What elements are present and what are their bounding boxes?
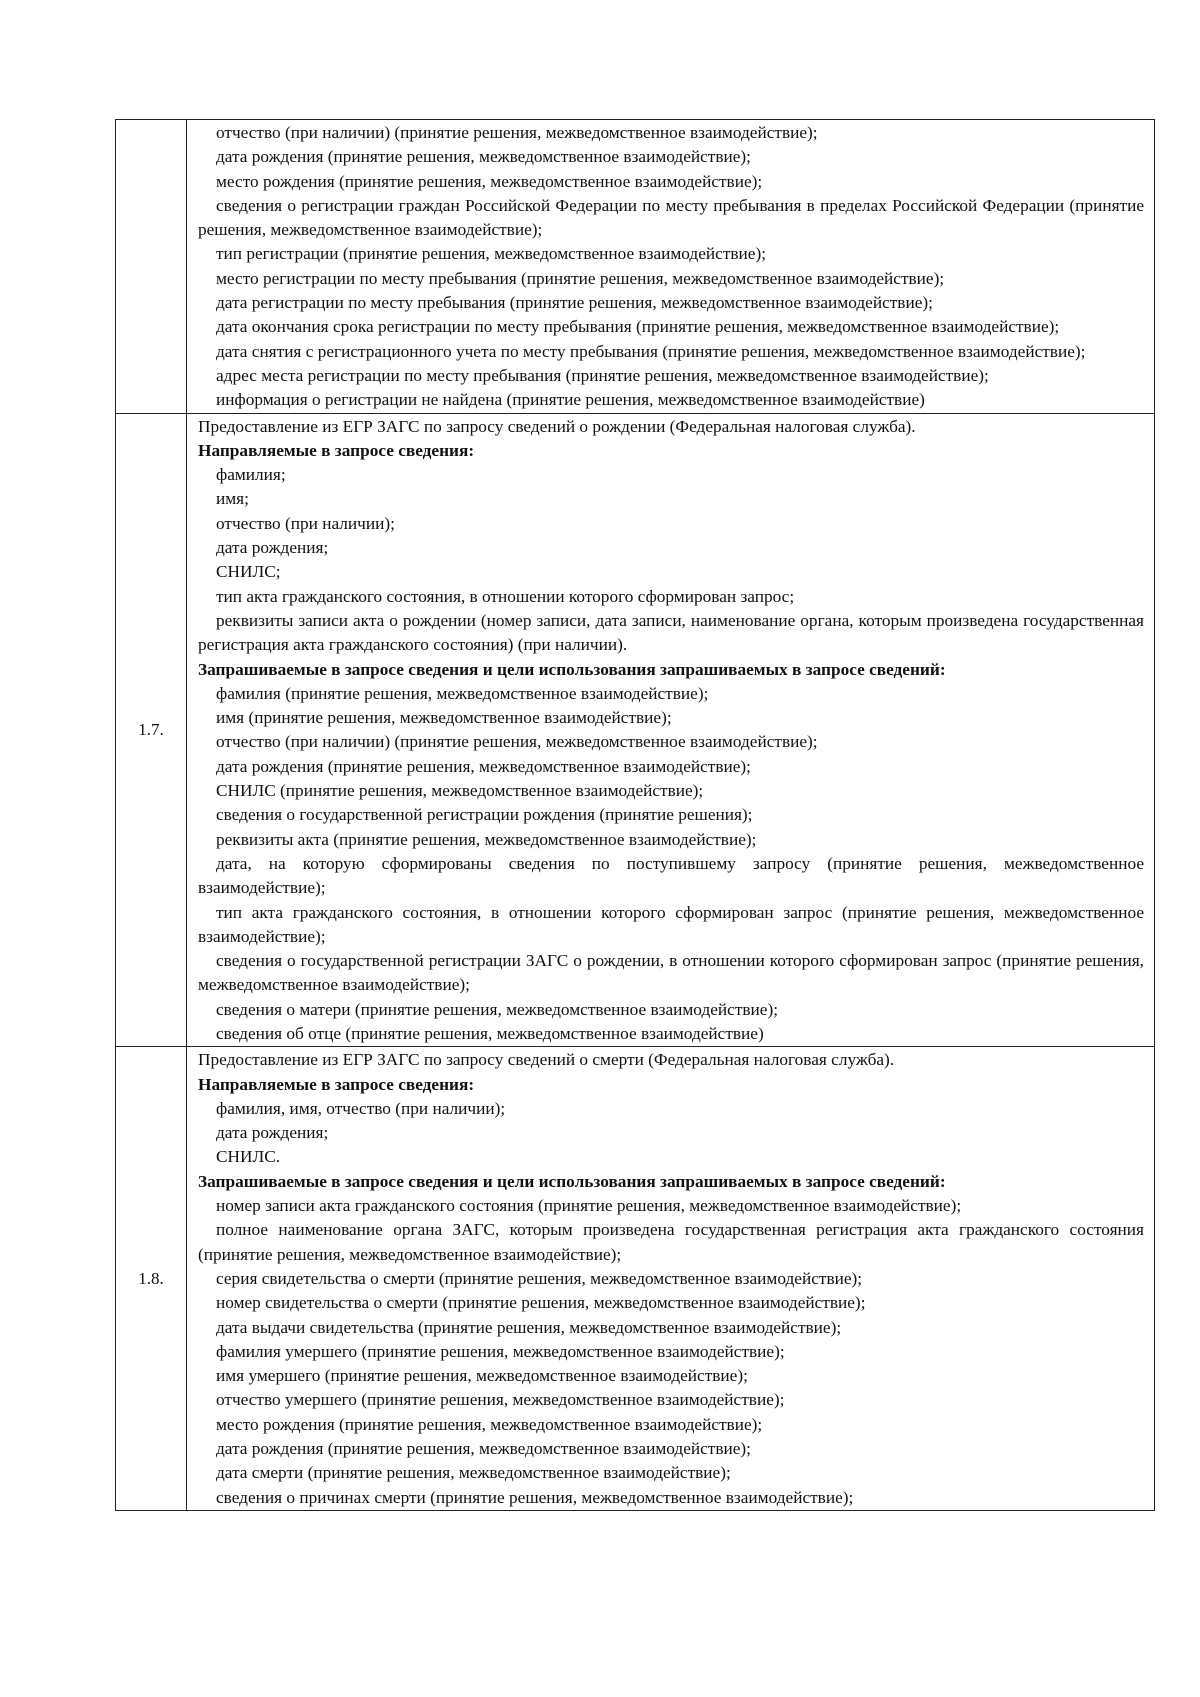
text-line: фамилия, имя, отчество (при наличии); [216,1098,506,1118]
text-line: дата рождения (принятие решения, межведомственное взаимодействие); [216,756,751,776]
row-number-cell [116,1047,187,1511]
section-heading: Запрашиваемые в запросе сведения и цели использования запрашиваемых в запросе сведений: [198,659,946,679]
text-line: реквизиты акта (принятие решения, межведомственное взаимодействие); [216,829,757,849]
text-line: реквизиты записи акта о рождении (номер записи, дата записи, наименование органа, которым произведена государственная регистрация акта гражданского состояния) (при наличии). [198,610,1144,655]
row-content-cell [187,1047,1155,1511]
text-line: дата регистрации по месту пребывания (принятие решения, межведомственное взаимодействие); [216,293,933,313]
text-line: номер свидетельства о смерти (принятие решения, межведомственное взаимодействие); [216,1293,866,1313]
document-table-body [116,120,1155,1511]
text-line: место рождения (принятие решения, межведомственное взаимодействие); [216,171,763,191]
text-line: место рождения (принятие решения, межведомственное взаимодействие); [216,1414,763,1434]
row-content-cell [187,413,1155,1047]
row-content-cell [187,120,1155,414]
text-line: место регистрации по месту пребывания (принятие решения, межведомственное взаимодействие); [216,268,945,288]
section-heading: Направляемые в запросе сведения: [198,440,475,460]
text-line: дата окончания срока регистрации по месту пребывания (принятие решения, межведомственное взаимодействие); [216,317,1060,337]
text-line: СНИЛС (принятие решения, межведомственное взаимодействие); [216,781,704,801]
text-line: Предоставление из ЕГР ЗАГС по запросу сведений о смерти (Федеральная налоговая служба). [198,1050,895,1070]
text-line: дата рождения; [216,1123,329,1143]
text-line: отчество (при наличии) (принятие решения, межведомственное взаимодействие); [216,123,818,142]
text-line: имя (принятие решения, межведомственное взаимодействие); [216,708,672,728]
text-line: сведения о матери (принятие решения, межведомственное взаимодействие); [216,999,779,1019]
section-heading: Запрашиваемые в запросе сведения и цели использования запрашиваемых в запросе сведений: [198,1171,946,1191]
text-line: дата рождения (принятие решения, межведомственное взаимодействие); [216,147,751,167]
text-line: отчество (при наличии) (принятие решения, межведомственное взаимодействие); [216,732,818,752]
text-line: сведения о государственной регистрации ЗАГС о рождении, в отношении которого сформирован запрос (принятие решения, межведомственное взаимодействие); [198,951,1144,995]
text-line: тип акта гражданского состояния, в отношении которого сформирован запрос; [216,586,795,606]
text-line: сведения о регистрации граждан Российской Федерации по месту пребывания в пределах Российской Федерации (принятие решения, межведомственное взаимодействие); [198,195,1144,240]
text-line: отчество умершего (принятие решения, межведомственное взаимодействие); [216,1390,785,1410]
text-line: фамилия умершего (принятие решения, межведомственное взаимодействие); [216,1341,785,1361]
table-row [116,120,1155,414]
text-line: сведения о государственной регистрации рождения (принятие решения); [216,805,753,825]
section-heading: Направляемые в запросе сведения: [198,1074,475,1094]
row-number-cell [116,413,187,1047]
text-line: СНИЛС. [216,1147,281,1167]
row-number: 1.8. [138,1268,164,1288]
text-line: сведения об отце (принятие решения, межведомственное взаимодействие) [216,1023,764,1043]
text-line: фамилия (принятие решения, межведомственное взаимодействие); [216,683,709,703]
text-line: номер записи акта гражданского состояния (принятие решения, межведомственное взаимодействие); [216,1196,962,1216]
text-line: Предоставление из ЕГР ЗАГС по запросу сведений о рождении (Федеральная налоговая служба). [198,416,916,436]
text-line: дата смерти (принятие решения, межведомственное взаимодействие); [216,1463,731,1483]
table-row [116,1047,1155,1511]
text-line: тип акта гражданского состояния, в отношении которого сформирован запрос (принятие решения, межведомственное взаимодействие); [198,902,1144,946]
text-line: дата снятия с регистрационного учета по месту пребывания (принятие решения, межведомственное взаимодействие); [216,341,1086,361]
text-line: СНИЛС; [216,562,281,582]
text-line: имя; [216,489,249,509]
table-row [116,413,1155,1047]
text-line: дата, на которую сформированы сведения по поступившему запросу (принятие решения, межведомственное взаимодействие); [198,853,1144,898]
text-line: информация о регистрации не найдена (принятие решения, межведомственное взаимодействие) [216,390,925,410]
text-line: дата выдачи свидетельства (принятие решения, межведомственное взаимодействие); [216,1317,842,1337]
text-line: сведения о причинах смерти (принятие решения, межведомственное взаимодействие); [216,1487,854,1507]
text-line: имя умершего (принятие решения, межведомственное взаимодействие); [216,1366,748,1386]
text-line: дата рождения; [216,538,329,558]
row-number: 1.7. [138,719,164,739]
text-line: тип регистрации (принятие решения, межведомственное взаимодействие); [216,244,767,264]
text-line: адрес места регистрации по месту пребывания (принятие решения, межведомственное взаимодействие); [216,365,989,385]
text-line: отчество (при наличии); [216,513,395,533]
text-line: фамилия; [216,465,286,485]
text-line: полное наименование органа ЗАГС, которым произведена государственная регистрация акта гражданского состояния (принятие решения, межведомственное взаимодействие); [198,1220,1144,1264]
text-line: дата рождения (принятие решения, межведомственное взаимодействие); [216,1439,751,1459]
text-line: серия свидетельства о смерти (принятие решения, межведомственное взаимодействие); [216,1268,863,1288]
row-number-cell [116,120,187,414]
document-table [115,119,1155,1511]
